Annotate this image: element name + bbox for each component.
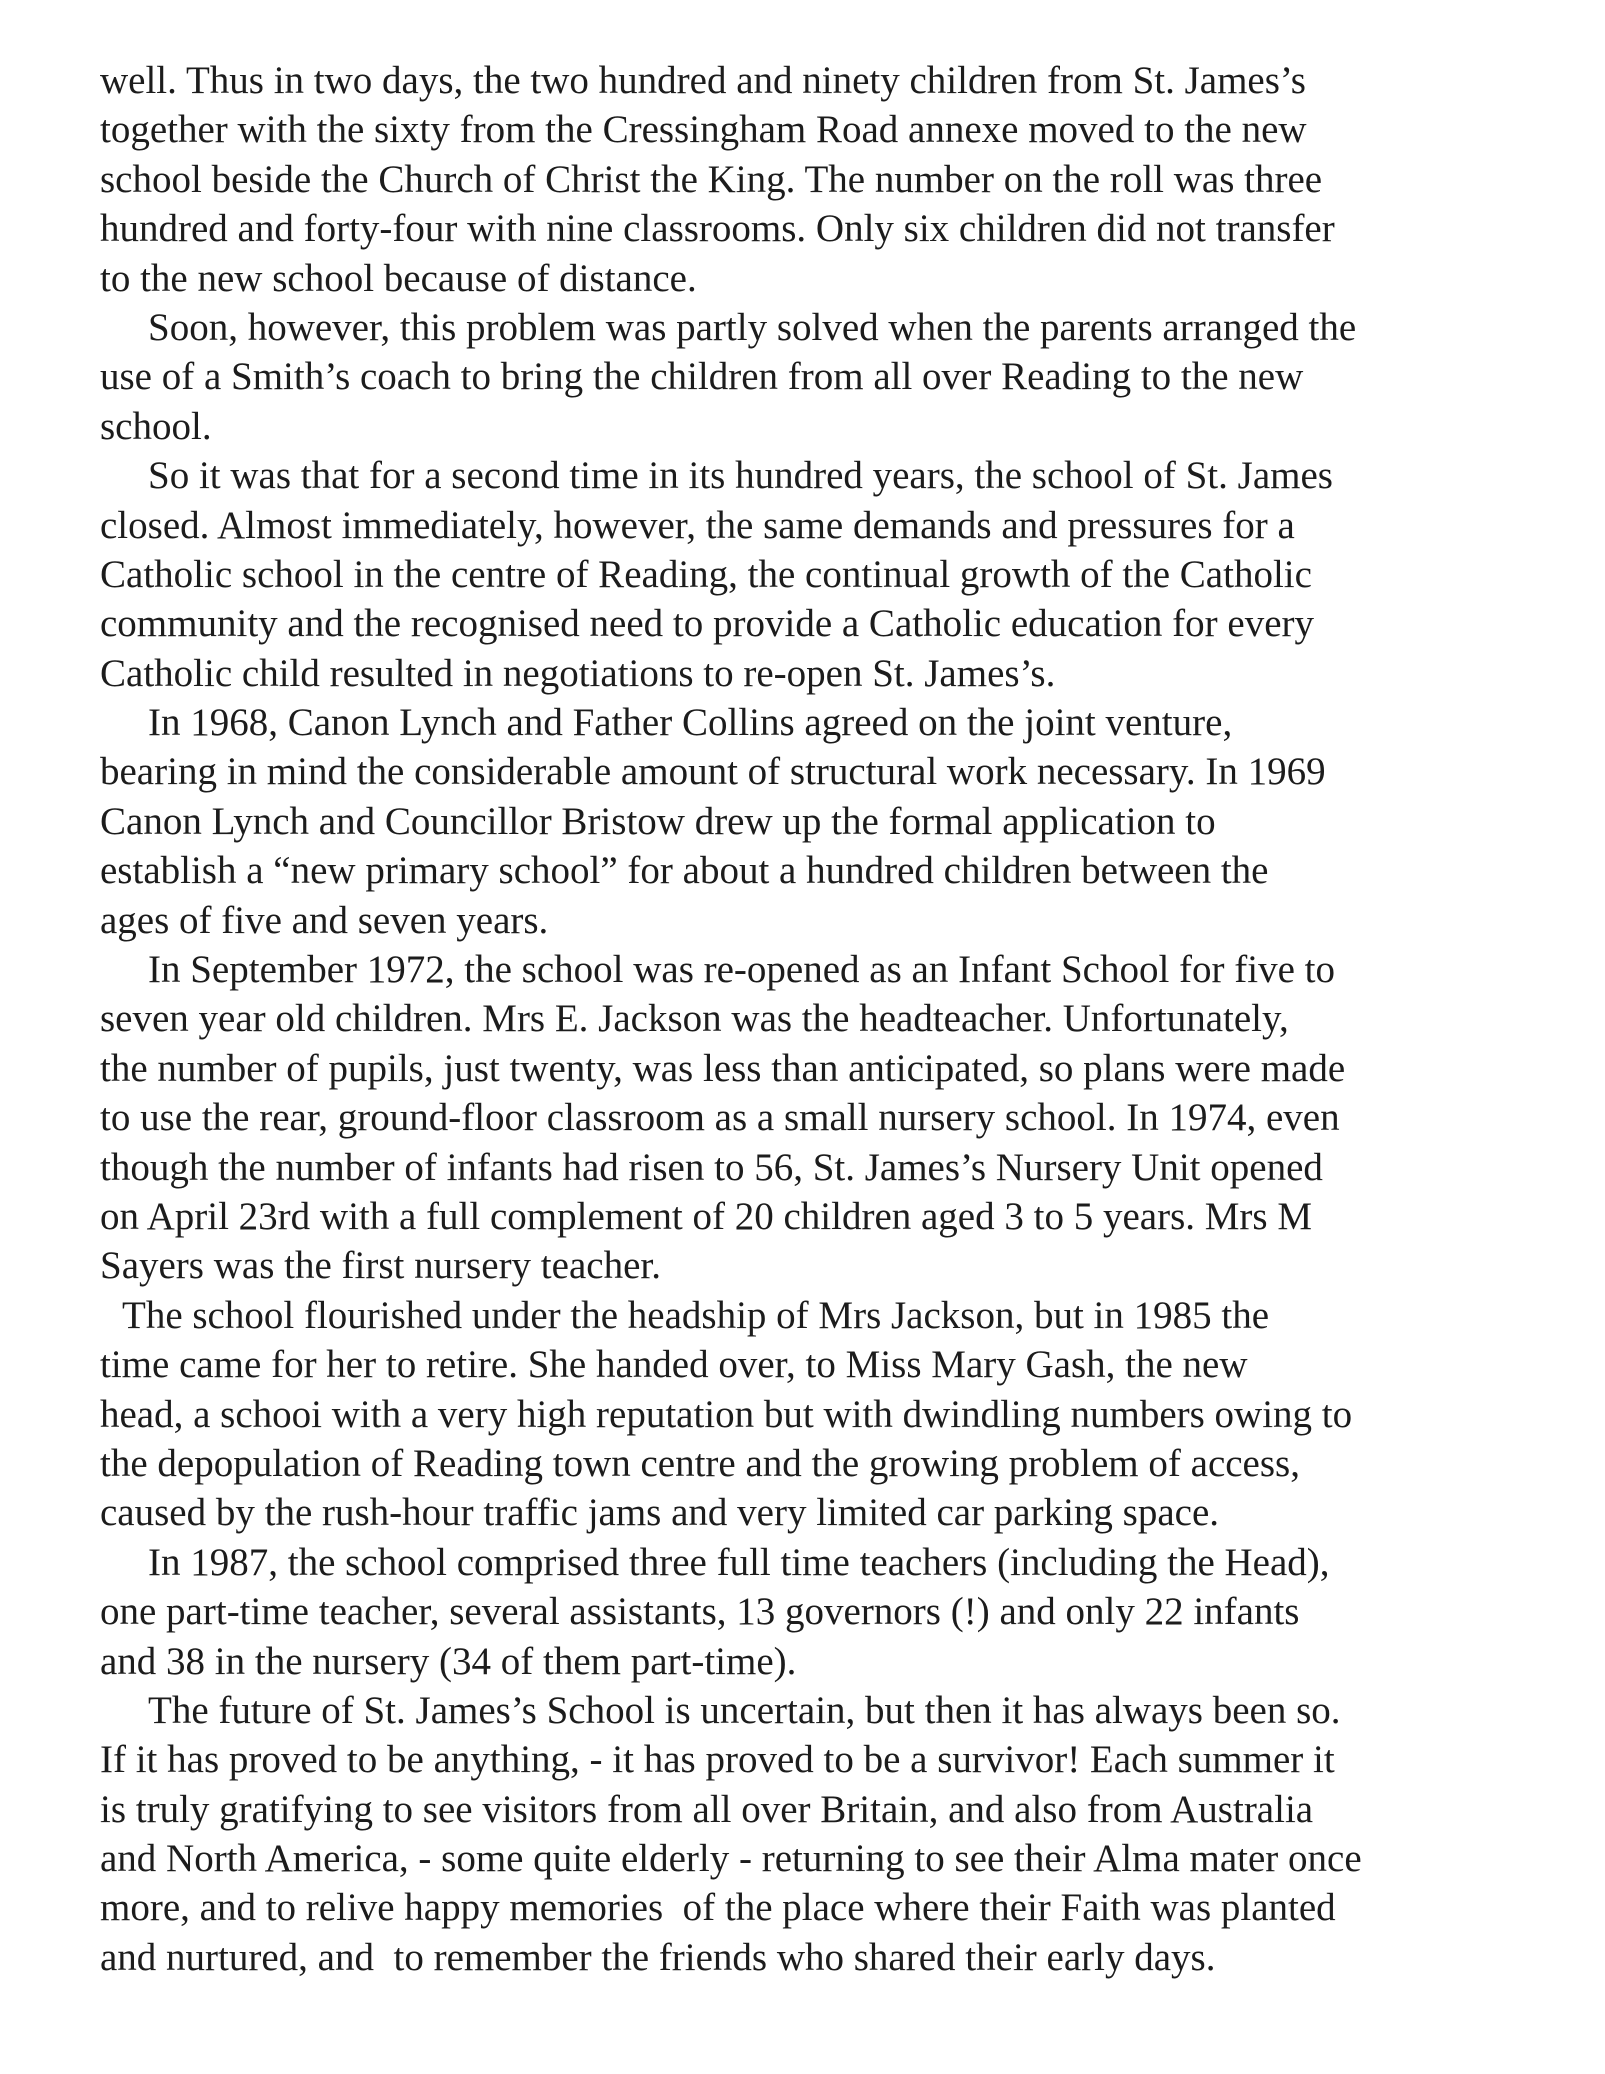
text-line: ages of five and seven years.: [100, 898, 549, 942]
text-line: to use the rear, ground-floor classroom as a small nursery school. In 1974, even: [100, 1096, 1340, 1140]
paragraph-1985: [100, 1291, 1570, 1538]
text-line: In 1968, Canon Lynch and Father Collins agreed on the joint venture,: [148, 701, 1233, 745]
paragraph-1968: [100, 698, 1570, 945]
text-line: The future of St. James’s School is uncertain, but then it has always been so.: [148, 1688, 1341, 1732]
text-line: So it was that for a second time in its hundred years, the school of St. James: [148, 454, 1333, 498]
paragraph-1972: [100, 945, 1570, 1291]
text-line: well. Thus in two days, the two hundred and ninety children from St. James’s: [100, 59, 1306, 102]
text-line: Canon Lynch and Councillor Bristow drew up the formal application to: [100, 799, 1216, 843]
text-line: the depopulation of Reading town centre and the growing problem of access,: [100, 1441, 1300, 1485]
text-line: is truly gratifying to see visitors from all over Britain, and also from Australia: [100, 1787, 1314, 1831]
text-line: The school flourished under the headship of Mrs Jackson, but in 1985 the: [122, 1293, 1270, 1337]
paragraph-closure: [100, 451, 1570, 698]
text-line: the number of pupils, just twenty, was less than anticipated, so plans were made: [100, 1046, 1346, 1090]
text-line: and North America, - some quite elderly - returning to see their Alma mater once: [100, 1837, 1362, 1881]
text-line: In 1987, the school comprised three full time teachers (including the Head),: [148, 1540, 1330, 1584]
text-line: use of a Smith’s coach to bring the children from all over Reading to the new: [100, 355, 1304, 399]
text-line: though the number of infants had risen to 56, St. James’s Nursery Unit opened: [100, 1145, 1323, 1189]
text-line: Sayers was the first nursery teacher.: [100, 1244, 661, 1288]
text-line: school beside the Church of Christ the King. The number on the roll was three: [100, 157, 1323, 201]
text-line: caused by the rush-hour traffic jams and very limited car parking space.: [100, 1491, 1220, 1535]
text-line: more, and to relive happy memories of the place where their Faith was planted: [100, 1886, 1336, 1930]
paragraph-1987: [100, 1538, 1570, 1686]
text-line: In September 1972, the school was re-opened as an Infant School for five to: [148, 948, 1335, 992]
text-line: on April 23rd with a full complement of 20 children aged 3 to 5 years. Mrs M: [100, 1194, 1313, 1238]
paragraph-coach: [100, 303, 1570, 451]
document-page: [100, 56, 1570, 1982]
text-line: closed. Almost immediately, however, the same demands and pressures for a: [100, 503, 1295, 547]
text-line: school.: [100, 404, 212, 448]
text-line: community and the recognised need to provide a Catholic education for every: [100, 602, 1315, 646]
text-line: Soon, however, this problem was partly solved when the parents arranged the: [148, 305, 1357, 349]
paragraph-future: [100, 1686, 1570, 1982]
text-line: head, a schooi with a very high reputation but with dwindling numbers owing to: [100, 1392, 1353, 1436]
text-line: establish a “new primary school” for about a hundred children between the: [100, 849, 1269, 893]
text-line: and 38 in the nursery (34 of them part-time).: [100, 1639, 797, 1683]
text-line: hundred and forty-four with nine classrooms. Only six children did not transfer: [100, 207, 1335, 251]
text-line: to the new school because of distance.: [100, 256, 697, 300]
text-line: and nurtured, and to remember the friends who shared their early days.: [100, 1935, 1216, 1979]
text-line: If it has proved to be anything, - it has proved to be a survivor! Each summer it: [100, 1738, 1335, 1782]
paragraph-school-move: [100, 56, 1570, 303]
text-line: bearing in mind the considerable amount of structural work necessary. In 1969: [100, 750, 1326, 794]
text-line: time came for her to retire. She handed over, to Miss Mary Gash, the new: [100, 1343, 1248, 1387]
text-line: Catholic child resulted in negotiations to re-open St. James’s.: [100, 651, 1056, 695]
text-line: together with the sixty from the Cressingham Road annexe moved to the new: [100, 108, 1307, 152]
text-line: Catholic school in the centre of Reading, the continual growth of the Catholic: [100, 552, 1312, 596]
text-line: one part-time teacher, several assistants, 13 governors (!) and only 22 infants: [100, 1590, 1300, 1634]
text-line: seven year old children. Mrs E. Jackson was the headteacher. Unfortunately,: [100, 997, 1289, 1041]
